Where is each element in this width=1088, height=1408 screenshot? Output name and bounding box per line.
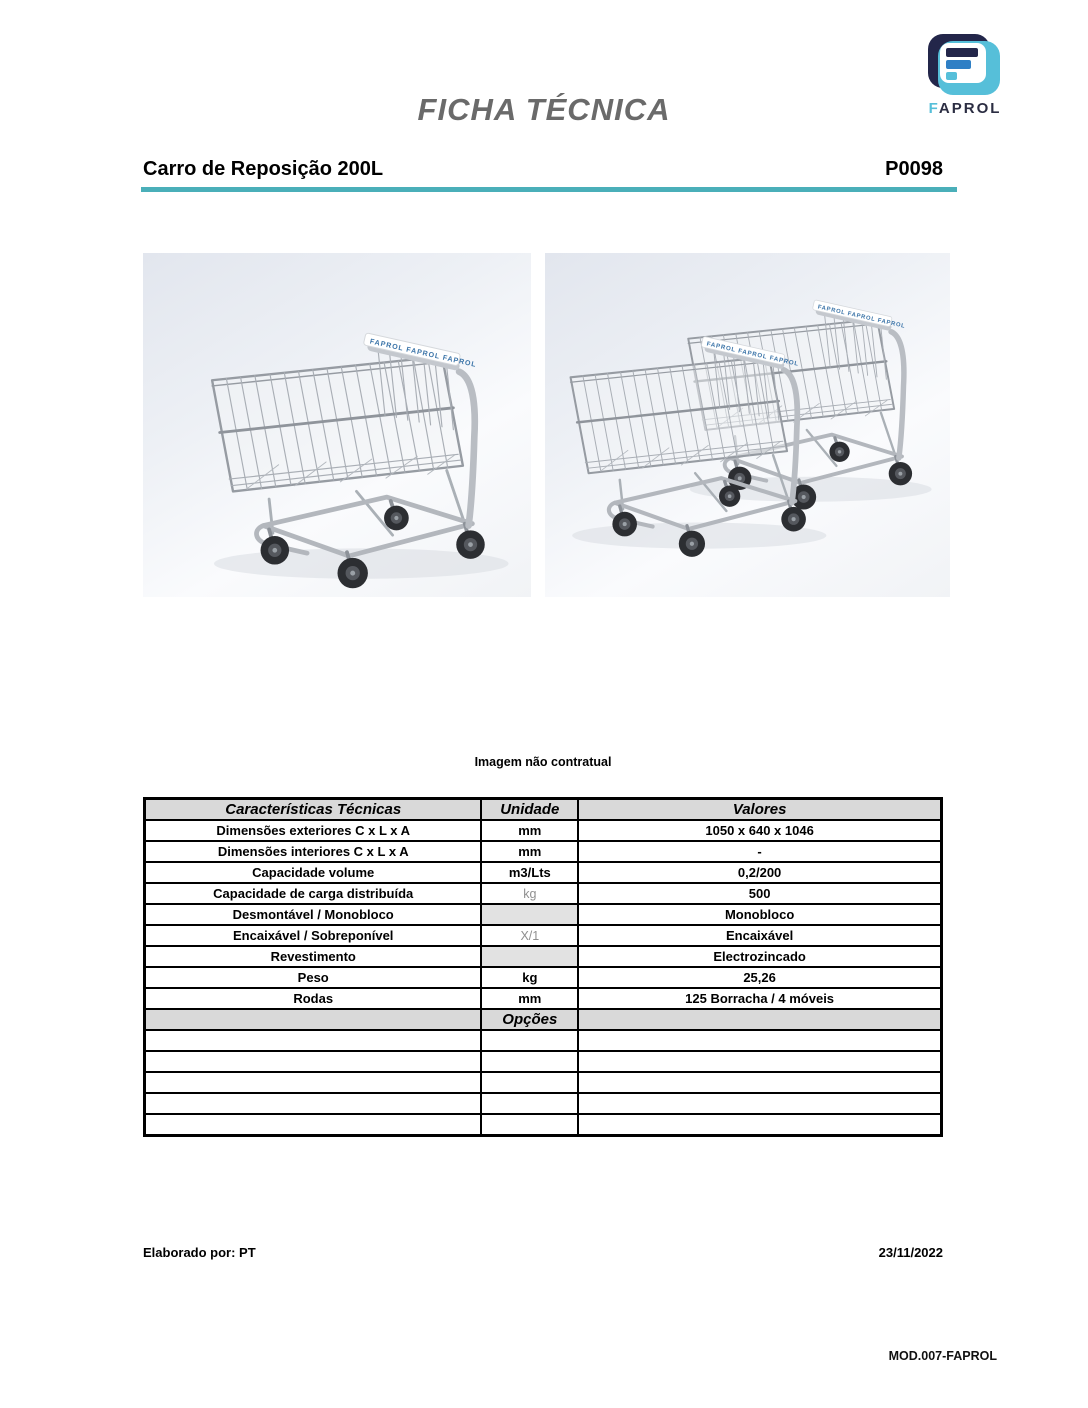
row-label: Rodas (145, 988, 482, 1009)
image-disclaimer: Imagem não contratual (474, 755, 612, 769)
options-spacer-left (145, 1009, 482, 1030)
spec-table (143, 797, 943, 1137)
empty-option-row (145, 1093, 942, 1114)
empty-option-row (145, 1051, 942, 1072)
row-unit: mm (481, 988, 578, 1009)
logo-wordmark-f: F (928, 100, 939, 117)
options-label: Opções (481, 1009, 578, 1030)
row-unit: X/1 (481, 925, 578, 946)
table-row (145, 820, 942, 841)
row-value: - (578, 841, 941, 862)
faprol-logo-icon (928, 34, 1002, 96)
product-images (143, 253, 950, 597)
row-label: Revestimento (145, 946, 482, 967)
table-row (145, 841, 942, 862)
row-label: Encaixável / Sobreponível (145, 925, 482, 946)
row-value: Electrozincado (578, 946, 941, 967)
table-row (145, 883, 942, 904)
row-unit: kg (481, 883, 578, 904)
logo-wordmark (912, 100, 1018, 117)
product-photo-single-cart (143, 253, 531, 597)
table-row (145, 925, 942, 946)
page-title: FICHA TÉCNICA (417, 92, 671, 127)
elaborated-by: Elaborado por: PT (143, 1245, 256, 1260)
row-label: Desmontável / Monobloco (145, 904, 482, 925)
table-row (145, 862, 942, 883)
table-row (145, 988, 942, 1009)
header-unidade: Unidade (481, 799, 578, 821)
logo-wordmark-rest: APROL (938, 100, 1002, 117)
options-header-row (145, 1009, 942, 1030)
table-row (145, 946, 942, 967)
table-row (145, 904, 942, 925)
row-value: 25,26 (578, 967, 941, 988)
logo-f-bar-top (946, 48, 978, 57)
header-valores: Valores (578, 799, 941, 821)
table-row (145, 967, 942, 988)
empty-option-row (145, 1072, 942, 1093)
logo-f-bar-bottom (946, 72, 957, 80)
row-unit (481, 946, 578, 967)
row-label: Capacidade volume (145, 862, 482, 883)
row-value: 0,2/200 (578, 862, 941, 883)
faprol-logo (912, 34, 1018, 117)
row-unit: kg (481, 967, 578, 988)
row-value: 500 (578, 883, 941, 904)
row-label: Peso (145, 967, 482, 988)
row-label: Capacidade de carga distribuída (145, 883, 482, 904)
row-label: Dimensões exteriores C x L x A (145, 820, 482, 841)
header-caracteristicas: Características Técnicas (145, 799, 482, 821)
row-unit: mm (481, 820, 578, 841)
spec-table-header-row (145, 799, 942, 821)
row-value: 125 Borracha / 4 móveis (578, 988, 941, 1009)
row-label: Dimensões interiores C x L x A (145, 841, 482, 862)
document-date: 23/11/2022 (878, 1245, 943, 1260)
row-unit: mm (481, 841, 578, 862)
row-unit (481, 904, 578, 925)
product-header (143, 158, 943, 181)
teal-divider (141, 187, 957, 192)
product-code: P0098 (885, 158, 943, 180)
empty-option-row (145, 1114, 942, 1135)
row-value: Encaixável (578, 925, 941, 946)
row-value: 1050 x 640 x 1046 (578, 820, 941, 841)
row-value: Monobloco (578, 904, 941, 925)
product-name: Carro de Reposição 200L (143, 158, 384, 180)
row-unit: m3/Lts (481, 862, 578, 883)
document-code: MOD.007-FAPROL (888, 1349, 997, 1363)
empty-option-row (145, 1030, 942, 1051)
options-spacer-right (578, 1009, 941, 1030)
product-photo-nested-carts (545, 253, 950, 597)
logo-f-bar-middle (946, 60, 971, 69)
